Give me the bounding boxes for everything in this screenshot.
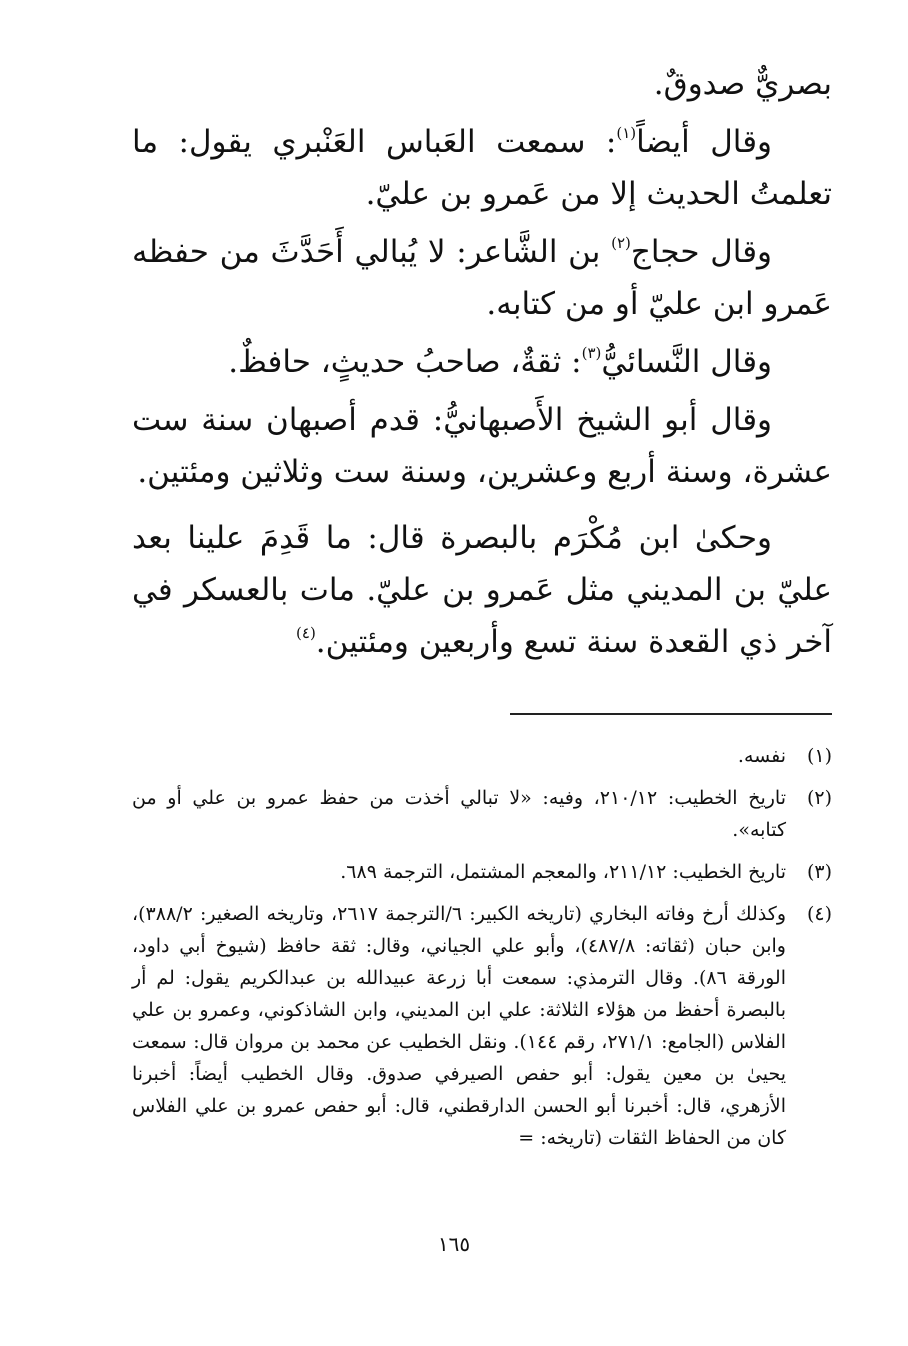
footnote-ref-2: (٢)	[611, 234, 631, 252]
footnote-4	[132, 898, 832, 1154]
paragraph-5: وقال أبو الشيخ الأَصبهانيُّ: قدم أصبهان سنة ست عشرة، وسنة أربع وعشرين، وسنة ست وثلاثين ومئتين.	[132, 402, 832, 490]
footnote-3	[132, 856, 832, 888]
footnote-1	[132, 740, 832, 772]
page-number: ١٦٥	[437, 1232, 471, 1256]
footnote-number: (٤)	[806, 903, 832, 925]
footnote-ref-1: (١)	[616, 124, 637, 142]
paragraph-2-end: : سمعت العَباس العَنْبري يقول: ما تعلمتُ الحديث إلا من عَمرو بن عليّ.	[132, 124, 832, 212]
footnote-text: تاريخ الخطيب: ٢١٠/١٢، وفيه: «لا تبالي أخذت من حفظ عمرو بن علي أو من كتابه».	[132, 787, 786, 841]
paragraph-4	[132, 336, 832, 388]
paragraph-3-end: بن الشَّاعر: لا يُبالي أَحَدَّثَ من حفظه عَمرو ابن عليّ أو من كتابه.	[132, 234, 832, 322]
main-text	[132, 58, 832, 674]
paragraph-3-start: وقال حجاج	[630, 234, 772, 270]
footnote-number: (١)	[806, 745, 832, 767]
paragraph-3	[132, 226, 832, 330]
footnote-text: نفسه.	[737, 745, 786, 767]
footnote-ref-3: (٣)	[581, 344, 602, 362]
paragraph-1: بصريٌّ صدوقٌ.	[653, 66, 832, 102]
paragraph-4-end: : ثقةٌ، صاحبُ حديثٍ، حافظٌ.	[228, 344, 582, 380]
footnote-text: وكذلك أرخ وفاته البخاري (تاريخه الكبير: ٦/الترجمة ٢٦١٧، وتاريخه الصغير: ٣٨٨/٢)، وابن حبان (ثقاته: ٤٨٧/٨)، وأبو علي الجياني، وقال: ثقة حافظ (شيوخ أبي داود، الورقة ٨٦). وقال الترمذي: سمعت أبا زرعة عبيدالله بن عبدالكريم يقول: لم أر بالبصرة أحفظ من هؤلاء الثلاثة: علي ابن المديني، وابن الشاذكوني، وعمرو بن علي الفلاس (الجامع: ٢٧١/١، رقم ١٤٤). ونقل الخطيب عن محمد بن مروان قال: سمعت يحيىٰ بن معين يقول: أبو حفص الصيرفي صدوق. وقال الخطيب أيضاً: أخبرنا الأزهري، قال: أخبرنا أبو الحسن الدارقطني، قال: أبو حفص عمرو بن علي الفلاس كان من الحفاظ الثقات (تاريخه: =	[132, 903, 786, 1149]
footnote-number: (٣)	[806, 861, 832, 883]
paragraph-4-start: وقال النَّسائيُّ	[601, 344, 772, 380]
footnote-number: (٢)	[806, 787, 832, 809]
footnotes	[132, 740, 832, 1164]
footnote-ref-4: (٤)	[296, 624, 316, 642]
footnote-2	[132, 782, 832, 846]
footnote-text: تاريخ الخطيب: ٢١١/١٢، والمعجم المشتمل، الترجمة ٦٨٩.	[340, 861, 786, 883]
paragraph-2-start: وقال أيضاً	[636, 124, 772, 160]
footnote-separator	[510, 713, 832, 715]
paragraph-6-start: وحكىٰ ابن مُكْرَم بالبصرة قال: ما قَدِمَ علينا بعد عليّ بن المديني مثل عَمرو بن عليّ. مات بالعسكر في آخر ذي القعدة سنة تسع وأربعين ومئتين.	[132, 520, 832, 660]
paragraph-2	[132, 116, 832, 220]
paragraph-6	[132, 512, 832, 668]
